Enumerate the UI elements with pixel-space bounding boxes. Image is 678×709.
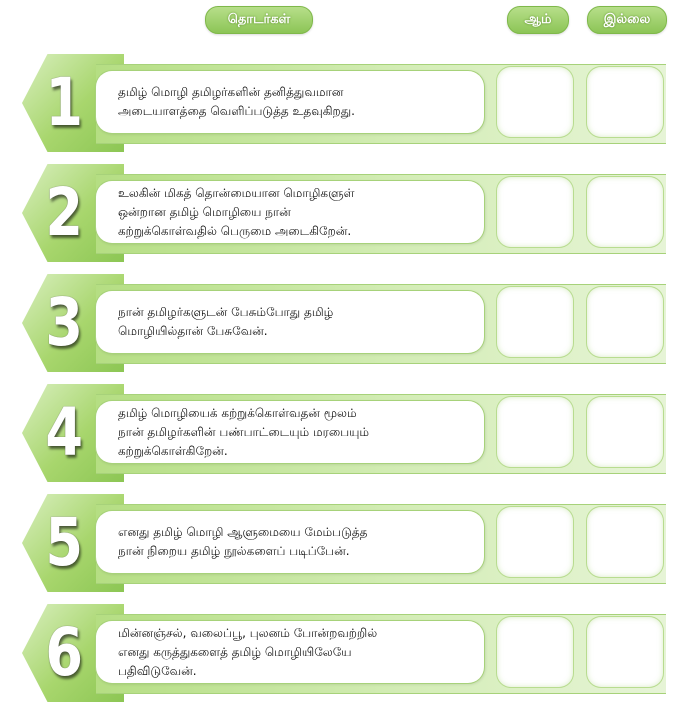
- statement-row-4: [0, 384, 678, 482]
- row-number: 1: [45, 64, 81, 141]
- no-checkbox-2[interactable]: [587, 177, 663, 247]
- statement-text: தமிழ் மொழி தமிழர்களின் தனித்துவமான அடையாளத்தை வெளிப்படுத்த உதவுகிறது.: [118, 85, 355, 118]
- header-yes: ஆம்: [507, 6, 569, 34]
- statement-text: மின்னஞ்சல், வலைப்பூ, புலனம் போன்றவற்றில் எனது கருத்துகளைத் தமிழ் மொழியிலேயே பதிவிடுவேன்.: [118, 625, 378, 678]
- yes-checkbox-6[interactable]: [497, 617, 573, 687]
- row-number: 2: [45, 174, 81, 251]
- statement-box: [96, 511, 484, 573]
- statement-box: [96, 71, 484, 133]
- header-no: இல்லை: [587, 6, 667, 34]
- statement-row-5: [0, 494, 678, 592]
- no-checkbox-5[interactable]: [587, 507, 663, 577]
- header-statements: தொடர்கள்: [205, 6, 313, 34]
- statement-box: [96, 181, 484, 243]
- statement-text: எனது தமிழ் மொழி ஆளுமையை மேம்படுத்த நான் நிறைய தமிழ் நூல்களைப் படிப்பேன்.: [118, 525, 368, 558]
- statement-row-1: [0, 54, 678, 152]
- yes-checkbox-4[interactable]: [497, 397, 573, 467]
- no-checkbox-3[interactable]: [587, 287, 663, 357]
- statement-box: [96, 291, 484, 353]
- row-number: 4: [45, 394, 81, 471]
- statement-box: [96, 401, 484, 463]
- yes-checkbox-3[interactable]: [497, 287, 573, 357]
- statement-box: [96, 621, 484, 683]
- yes-checkbox-2[interactable]: [497, 177, 573, 247]
- statement-row-3: [0, 274, 678, 372]
- statement-text: நான் தமிழர்களுடன் பேசும்போது தமிழ் மொழியில்தான் பேசுவேன்.: [118, 305, 334, 338]
- yes-checkbox-5[interactable]: [497, 507, 573, 577]
- row-number: 5: [45, 504, 81, 581]
- no-checkbox-6[interactable]: [587, 617, 663, 687]
- no-checkbox-4[interactable]: [587, 397, 663, 467]
- row-number: 3: [45, 284, 81, 361]
- statement-text: தமிழ் மொழியைக் கற்றுக்கொள்வதன் மூலம் நான் தமிழர்களின் பண்பாட்டையும் மரபையும் கற்றுக்கொள்கிறேன்.: [118, 405, 370, 458]
- statement-row-6: [0, 604, 678, 702]
- statement-text: உலகின் மிகத் தொன்மையான மொழிகளுள் ஒன்றான தமிழ் மொழியை நான் கற்றுக்கொள்வதில் பெருமை அடைகிறேன்.: [118, 185, 355, 238]
- yes-checkbox-1[interactable]: [497, 67, 573, 137]
- row-number: 6: [45, 614, 81, 691]
- no-checkbox-1[interactable]: [587, 67, 663, 137]
- statement-row-2: [0, 164, 678, 262]
